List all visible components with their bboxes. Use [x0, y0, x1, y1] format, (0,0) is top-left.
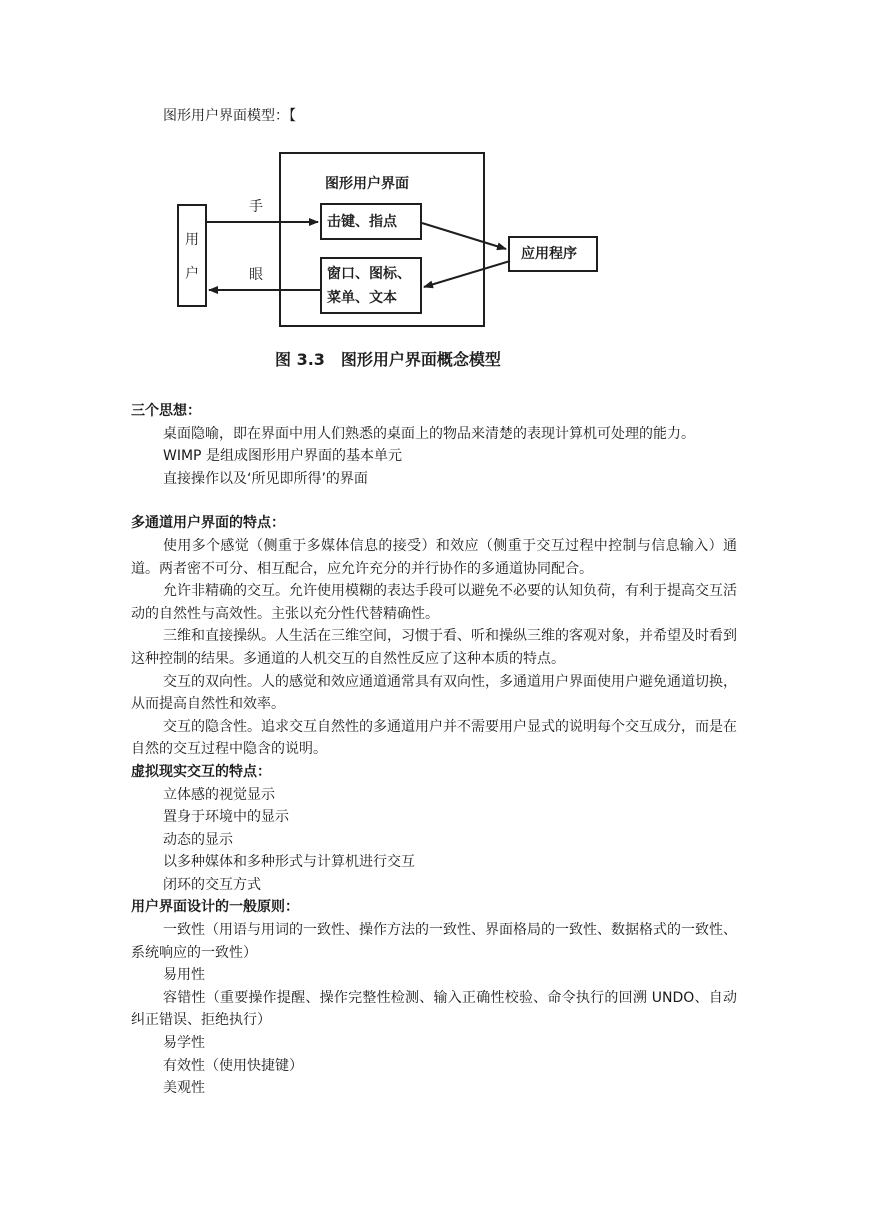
heading-three-ideas: 三个思想：: [131, 403, 201, 419]
paragraph: 三维和直接操纵。人生活在三维空间，习惯于看、听和操纵三维的客观对象，并希望及时看到这种控制的结果。多通道的人机交互的自然性反应了这种本质的特点。: [131, 628, 737, 667]
list-item: 桌面隐喻，即在界面中用人们熟悉的桌面上的物品来清楚的表现计算机可处理的能力。: [163, 425, 695, 442]
list-item: 易学性: [163, 1035, 205, 1052]
figure-caption: 图 3.3 图形用户界面概念模型: [275, 350, 501, 369]
paragraph: 使用多个感觉（侧重于多媒体信息的接受）和效应（侧重于交互过程中控制与信息输入）通道。两者密不可分、相互配合，应允许充分的并行协作的多通道协同配合。: [131, 537, 737, 577]
user-label-1: 用: [185, 232, 199, 248]
output-label-line2: 菜单、文本: [327, 290, 397, 306]
list-item: 直接操作以及‘所见即所得’的界面: [163, 470, 368, 487]
heading-principles: 用户界面设计的一般原则：: [131, 899, 299, 916]
heading-vr: 虚拟现实交互的特点：: [131, 763, 271, 780]
paragraph: 容错性（重要操作提醒、操作完整性检测、输入正确性校验、命令执行的回溯 UNDO、自动纠正错误、拒绝执行）: [131, 989, 737, 1029]
document-body: [0, 400, 869, 1100]
user-box: [177, 204, 207, 307]
list-item: 以多种媒体和多种形式与计算机进行交互: [163, 854, 415, 871]
list-item: 置身于环境中的显示: [163, 809, 289, 826]
eye-label: 眼: [249, 267, 263, 283]
paragraph: 允许非精确的交互。允许使用模糊的表达手段可以避免不必要的认知负荷，有利于提高交互活动的自然性与高效性。主张以充分性代替精确性。: [131, 583, 737, 622]
list-item: 美观性: [163, 1080, 205, 1097]
list-item: 闭环的交互方式: [163, 876, 261, 893]
paragraph: 一致性（用语与用词的一致性、操作方法的一致性、界面格局的一致性、数据格式的一致性、系统响应的一致性）: [131, 922, 737, 961]
list-item: 有效性（使用快捷键）: [163, 1057, 303, 1074]
paragraph: 交互的隐含性。追求交互自然性的多通道用户并不需要用户显式的说明每个交互成分，而是在自然的交互过程中隐含的说明。: [131, 718, 737, 758]
list-item: 动态的显示: [163, 831, 233, 848]
application-label: 应用程序: [521, 246, 577, 262]
intro-line: 图形用户界面模型：【: [163, 108, 296, 124]
paragraph: 交互的双向性。人的感觉和效应通道通常具有双向性，多通道用户界面使用户避免通道切换，从而提高自然性和效率。: [131, 673, 737, 713]
heading-multichannel: 多通道用户界面的特点：: [131, 515, 285, 532]
hand-label: 手: [249, 199, 263, 215]
input-label: 击键、指点: [327, 214, 397, 230]
gui-model-figure: [170, 145, 610, 380]
gui-title: 图形用户界面: [325, 176, 409, 192]
user-label-2: 户: [185, 266, 199, 282]
list-item: 立体感的视觉显示: [163, 786, 275, 803]
spacer: [0, 490, 869, 512]
list-item: WIMP 是组成图形用户界面的基本单元: [163, 448, 402, 465]
list-item: 易用性: [163, 967, 205, 984]
output-label-line1: 窗口、图标、: [327, 266, 411, 282]
